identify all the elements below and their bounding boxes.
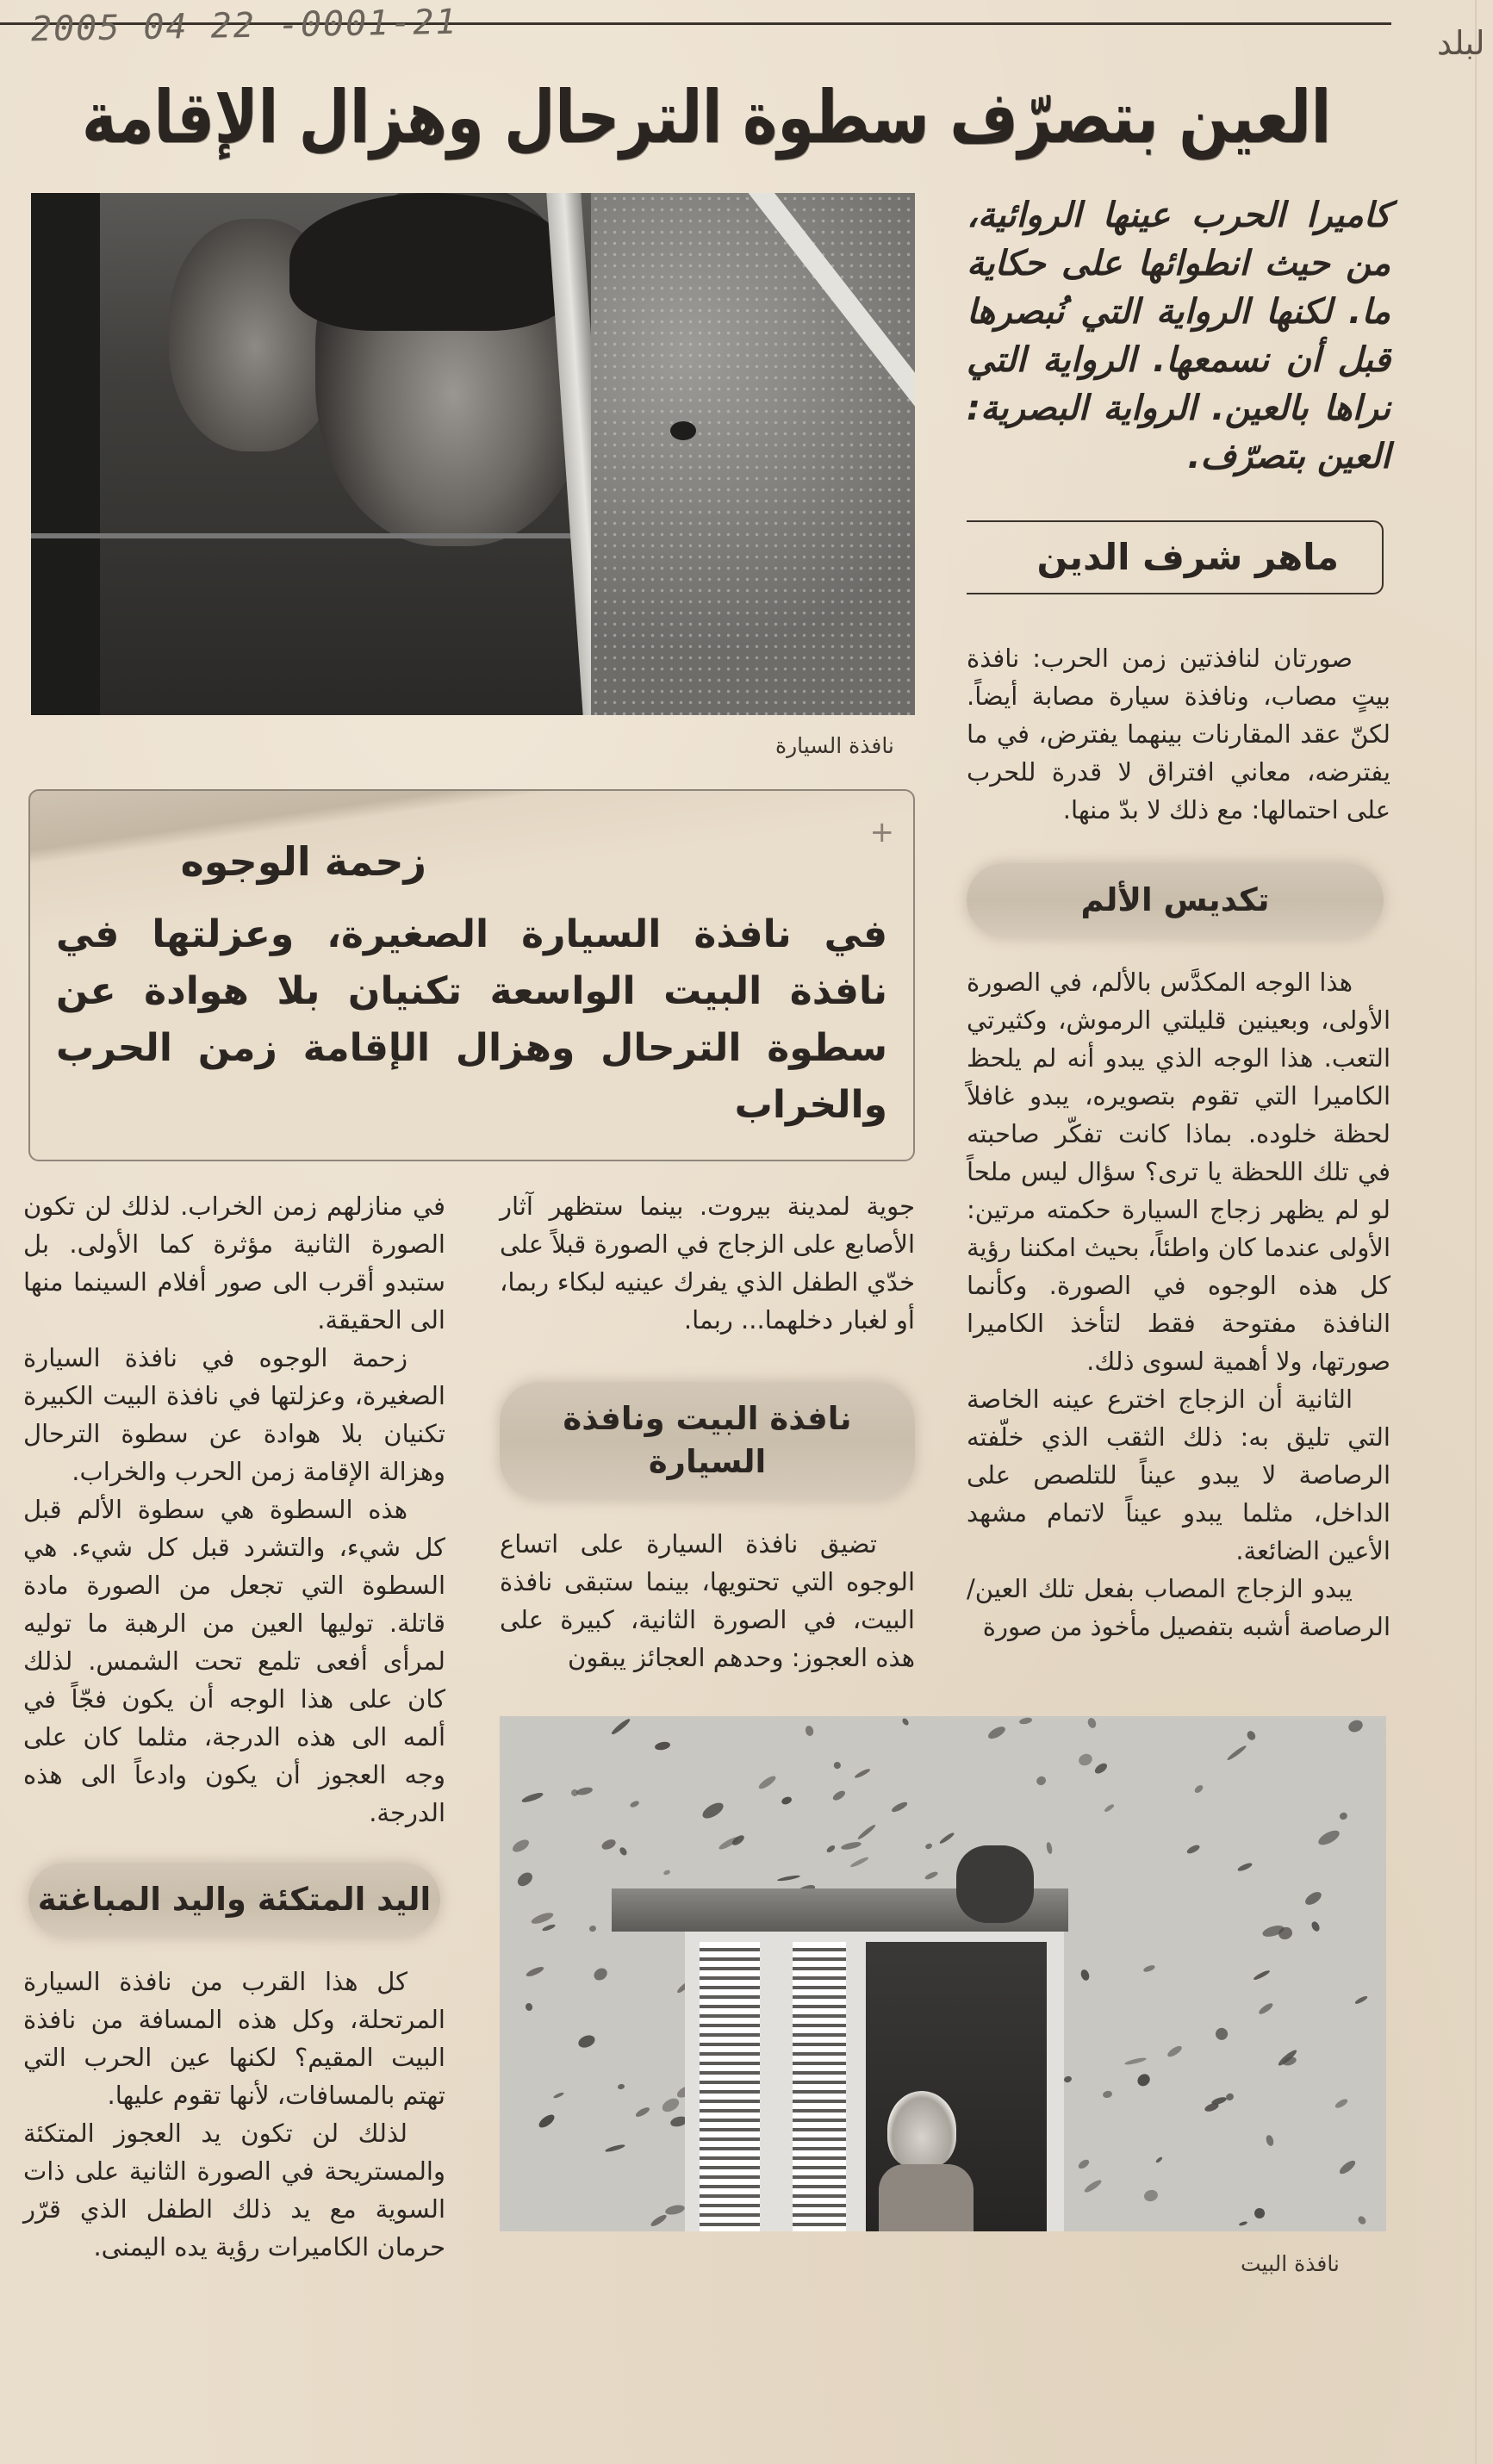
paragraph: لذلك لن تكون يد العجوز المتكئة والمستريحة في الصورة الثانية على ذات السوية مع يد ذلك الطفل الذي قرّر حرمان الكاميرات رؤية يده اليمنى. bbox=[23, 2119, 445, 2262]
bullet-mark bbox=[777, 1874, 800, 1882]
left-column-body-2 bbox=[23, 1963, 445, 2266]
bullet-mark bbox=[617, 2083, 625, 2089]
subhead-pain: تكديس الألم bbox=[967, 863, 1384, 937]
bullet-hole bbox=[670, 421, 696, 440]
paragraph: زحمة الوجوه في نافذة السيارة الصغيرة، وعزلتها في نافذة البيت الكبيرة تكنيان بلا هوادة عن سطوة الترحال وهزالة الإقامة زمن الحرب والخراب. bbox=[23, 1343, 445, 1486]
bullet-mark bbox=[510, 1837, 531, 1854]
bullet-mark bbox=[1077, 2157, 1091, 2170]
bullet-mark bbox=[1239, 2221, 1247, 2227]
headline-area bbox=[82, 65, 1331, 169]
edge-text: لبلد bbox=[1437, 24, 1485, 62]
bullet-mark bbox=[650, 2212, 668, 2227]
bullet-mark bbox=[1338, 2158, 1358, 2176]
bullet-mark bbox=[925, 1842, 933, 1849]
paragraph: صورتان لنافذتين زمن الحرب: نافذة بيتٍ مصاب، ونافذة سيارة مصابة أيضاً. لكنّ عقد المقارنات بينهما يفترض، في ما يفترضه، معاني افتراق لا قدرة للحرب على احتمالها: مع ذلك لا بدّ منها. bbox=[967, 644, 1390, 824]
bullet-mark bbox=[1193, 1783, 1204, 1794]
bullet-mark bbox=[1253, 2207, 1265, 2219]
bullet-mark bbox=[1253, 1969, 1271, 1981]
plus-mark-icon: + bbox=[869, 815, 894, 849]
bullet-mark bbox=[1018, 1717, 1032, 1726]
middle-column-p1 bbox=[500, 1187, 915, 1339]
bullet-mark bbox=[1354, 1995, 1368, 2006]
bullet-mark bbox=[1063, 2075, 1073, 2083]
right-column bbox=[967, 191, 1390, 1646]
right-column-body bbox=[967, 963, 1390, 1646]
bullet-mark bbox=[610, 1717, 631, 1736]
bullet-mark bbox=[1036, 1775, 1048, 1786]
bullet-mark bbox=[577, 2033, 598, 2050]
byline-box bbox=[967, 520, 1384, 594]
handwritten-date-note: 2005 04 22 -0001-21 bbox=[30, 2, 458, 50]
bullet-mark bbox=[938, 1831, 955, 1845]
bullet-mark bbox=[1185, 1843, 1200, 1854]
bullet-mark bbox=[605, 2143, 625, 2153]
bullet-mark bbox=[1077, 1752, 1094, 1767]
bullet-mark bbox=[1166, 2044, 1183, 2059]
bullet-mark bbox=[552, 2091, 564, 2099]
bullet-mark bbox=[664, 2204, 686, 2217]
bullet-mark bbox=[525, 1965, 544, 1978]
subhead-hands: اليد المتكئة واليد المباغتة bbox=[28, 1863, 440, 1937]
bullet-mark bbox=[588, 1925, 597, 1932]
bullet-mark bbox=[1143, 2188, 1160, 2203]
pull-quote-body: في نافذة السيارة الصغيرة، وعزلتها في نافذة البيت الواسعة تكنيان بلا هوادة عن سطوة الترحال وهزال الإقامة زمن الحرب والخراب bbox=[56, 912, 887, 1127]
bullet-mark bbox=[663, 1870, 670, 1876]
bullet-mark bbox=[1135, 2072, 1151, 2088]
bullet-mark bbox=[1104, 1803, 1116, 1814]
headline: العين بتصرّف سطوة الترحال وهزال الإقامة bbox=[81, 75, 1332, 159]
bullet-mark bbox=[520, 1791, 543, 1804]
paragraph: في منازلهم زمن الخراب. لذلك لن تكون الصورة الثانية مؤثرة كما الأولى. بل ستبدو أقرب الى صور أفلام السينما منها الى الحقيقة. bbox=[23, 1192, 445, 1335]
paragraph: هذا الوجه المكدَّس بالألم، في الصورة الأولى، وبعينين قليلتي الرموش، وكثيرتي التعب. هذا الوجه الذي يبدو أنه لم يلحظ الكاميرا التي تقوم بتصويره، يبدو غافلاً لحظة خلوده. بماذا كانت تفكّر صاحبته في تلك اللحظة يا ترى؟ سؤال ليس ملحاً لو لم يظهر زجاج السيارة حكمته مرتين: الأولى عندما كان واطئاً، بحيث امكننا رؤية كل هذه الوجوه في الصورة. وكأنما النافذة مفتوحة فقط لتأخذ الكاميرا صورتها، ولا أهمية لسوى ذلك. bbox=[967, 968, 1390, 1376]
bullet-mark bbox=[1079, 1969, 1091, 1982]
bullet-mark bbox=[600, 1838, 617, 1851]
bullet-mark bbox=[1237, 1862, 1253, 1873]
bullet-mark bbox=[530, 1910, 555, 1926]
paragraph: هذه السطوة هي سطوة الألم قبل كل شيء، والتشرد قبل كل شيء. هي السطوة التي تجعل من الصورة مادة قاتلة. توليها العين من الرهبة ما توليه لمرأى أفعى تلمع تحت الشمس. لذلك كان على هذا الوجه أن يكون فجّاً في ألمه الى هذه الدرجة، مثلما كان على وجه العجوز أن يكون وادعاً الى هذه الدرجة. bbox=[23, 1495, 445, 1827]
bullet-mark bbox=[525, 2002, 534, 2012]
clipping-edge bbox=[1475, 0, 1477, 2464]
middle-column-p2 bbox=[500, 1525, 915, 1677]
left-column bbox=[23, 1187, 445, 2266]
bullet-mark bbox=[1265, 2134, 1275, 2147]
bullet-mark bbox=[757, 1774, 777, 1790]
bullet-mark bbox=[654, 1740, 671, 1751]
bullet-mark bbox=[1334, 2097, 1350, 2109]
bullet-mark bbox=[541, 1924, 556, 1932]
bullet-mark bbox=[1310, 1920, 1322, 1932]
bullet-mark bbox=[805, 1725, 815, 1736]
left-column-body bbox=[23, 1187, 445, 1832]
subhead-house-car: نافذة البيت ونافذة السيارة bbox=[500, 1382, 915, 1499]
bullet-mark bbox=[1227, 1745, 1248, 1762]
shutter-right bbox=[793, 1942, 846, 2231]
bullet-mark bbox=[1123, 2056, 1147, 2066]
bullet-mark bbox=[592, 1965, 609, 1982]
bullet-mark bbox=[924, 1870, 938, 1881]
photo-car-caption: نافذة السيارة bbox=[775, 733, 894, 758]
photo-house-caption: نافذة البيت bbox=[1241, 2251, 1340, 2276]
bullet-mark bbox=[1155, 2156, 1164, 2163]
bullet-mark bbox=[826, 1845, 837, 1855]
photo-car-window bbox=[31, 193, 915, 715]
bullet-mark bbox=[700, 1800, 725, 1821]
bullet-mark bbox=[619, 1846, 628, 1857]
photo-house-window bbox=[500, 1716, 1386, 2231]
middle-column bbox=[500, 1187, 915, 1677]
bullet-mark bbox=[537, 2112, 557, 2130]
bullet-mark bbox=[634, 2106, 650, 2119]
glass-droplets bbox=[591, 193, 915, 715]
bullet-mark bbox=[1246, 1730, 1257, 1742]
bullet-mark bbox=[901, 1717, 910, 1727]
bullet-mark bbox=[1316, 1827, 1342, 1848]
pull-quote-box bbox=[28, 789, 915, 1161]
bullet-mark bbox=[832, 1761, 842, 1770]
bullet-mark bbox=[986, 1724, 1008, 1741]
bullet-mark bbox=[515, 1870, 535, 1888]
bullet-mark bbox=[1083, 2178, 1103, 2194]
bullet-mark bbox=[1102, 2090, 1112, 2099]
bullet-mark bbox=[630, 1800, 641, 1808]
bullet-mark bbox=[891, 1800, 908, 1813]
bullet-mark bbox=[1213, 2026, 1229, 2043]
bullet-mark bbox=[1046, 1842, 1054, 1855]
paragraph: تضيق نافذة السيارة على اتساع الوجوه التي تحتويها، بينما ستبقى نافذة البيت، في الصورة الثانية، كبيرة على هذه العجوز: وحدهم العجائز يبقون bbox=[500, 1529, 915, 1672]
bullet-mark bbox=[1338, 1811, 1347, 1820]
shutter-left bbox=[700, 1942, 760, 2231]
bullet-mark bbox=[660, 2096, 681, 2115]
paragraph: يبدو الزجاج المصاب بفعل تلك العين/ الرصاصة أشبه بتفصيل مأخوذ من صورة bbox=[967, 1574, 1390, 1641]
bullet-mark bbox=[856, 1823, 876, 1840]
paragraph: الثانية أن الزجاج اخترع عينه الخاصة التي تليق به: ذلك الثقب الذي خلّفته الرصاصة لا يبدو عيناً للتلصص على الداخل، مثلما يبدو عيناً لاتمام مشهد الأعين الضائعة. bbox=[967, 1384, 1390, 1565]
paragraph: كل هذا القرب من نافذة السيارة المرتحلة، وكل هذه المسافة من نافذة البيت المقيم؟ لكنها عين الحرب التي تهتم بالمسافات، لأنها تقوم عليها. bbox=[23, 1967, 445, 2110]
bullet-mark bbox=[840, 1841, 862, 1851]
old-woman-figure bbox=[887, 2091, 956, 2168]
bullet-mark bbox=[1257, 2001, 1274, 2016]
bullet-mark bbox=[1093, 1761, 1110, 1776]
bullet-mark bbox=[1347, 1718, 1365, 1734]
bullet-mark bbox=[854, 1768, 871, 1779]
bullet-mark bbox=[1142, 1964, 1155, 1974]
bullet-mark bbox=[1086, 1716, 1098, 1729]
right-column-p1 bbox=[967, 639, 1390, 829]
pull-quote-title: زحمة الوجوه bbox=[180, 838, 426, 885]
bullet-mark bbox=[849, 1857, 868, 1869]
bullet-mark bbox=[831, 1789, 847, 1802]
author-name: ماهر شرف الدين bbox=[1036, 536, 1339, 578]
paragraph: جوية لمدينة بيروت. بينما ستظهر آثار الأصابع على الزجاج في الصورة قبلاً على خدّي الطفل الذي يفرك عينيه لبكاء ربما، أو لغبار دخلهما... ربما. bbox=[500, 1192, 915, 1335]
bullet-mark bbox=[1204, 2102, 1220, 2113]
bullet-mark bbox=[781, 1795, 793, 1805]
article-intro: كاميرا الحرب عينها الروائية، من حيث انطوائها على حكاية ما. لكنها الرواية التي نُبصرها قبل أن نسمعها. الرواية التي نراها بالعين. الرواية البصرية: العين بتصرّف. bbox=[967, 196, 1390, 476]
bullet-mark bbox=[1356, 2215, 1367, 2226]
bullet-mark bbox=[1303, 1890, 1324, 1908]
